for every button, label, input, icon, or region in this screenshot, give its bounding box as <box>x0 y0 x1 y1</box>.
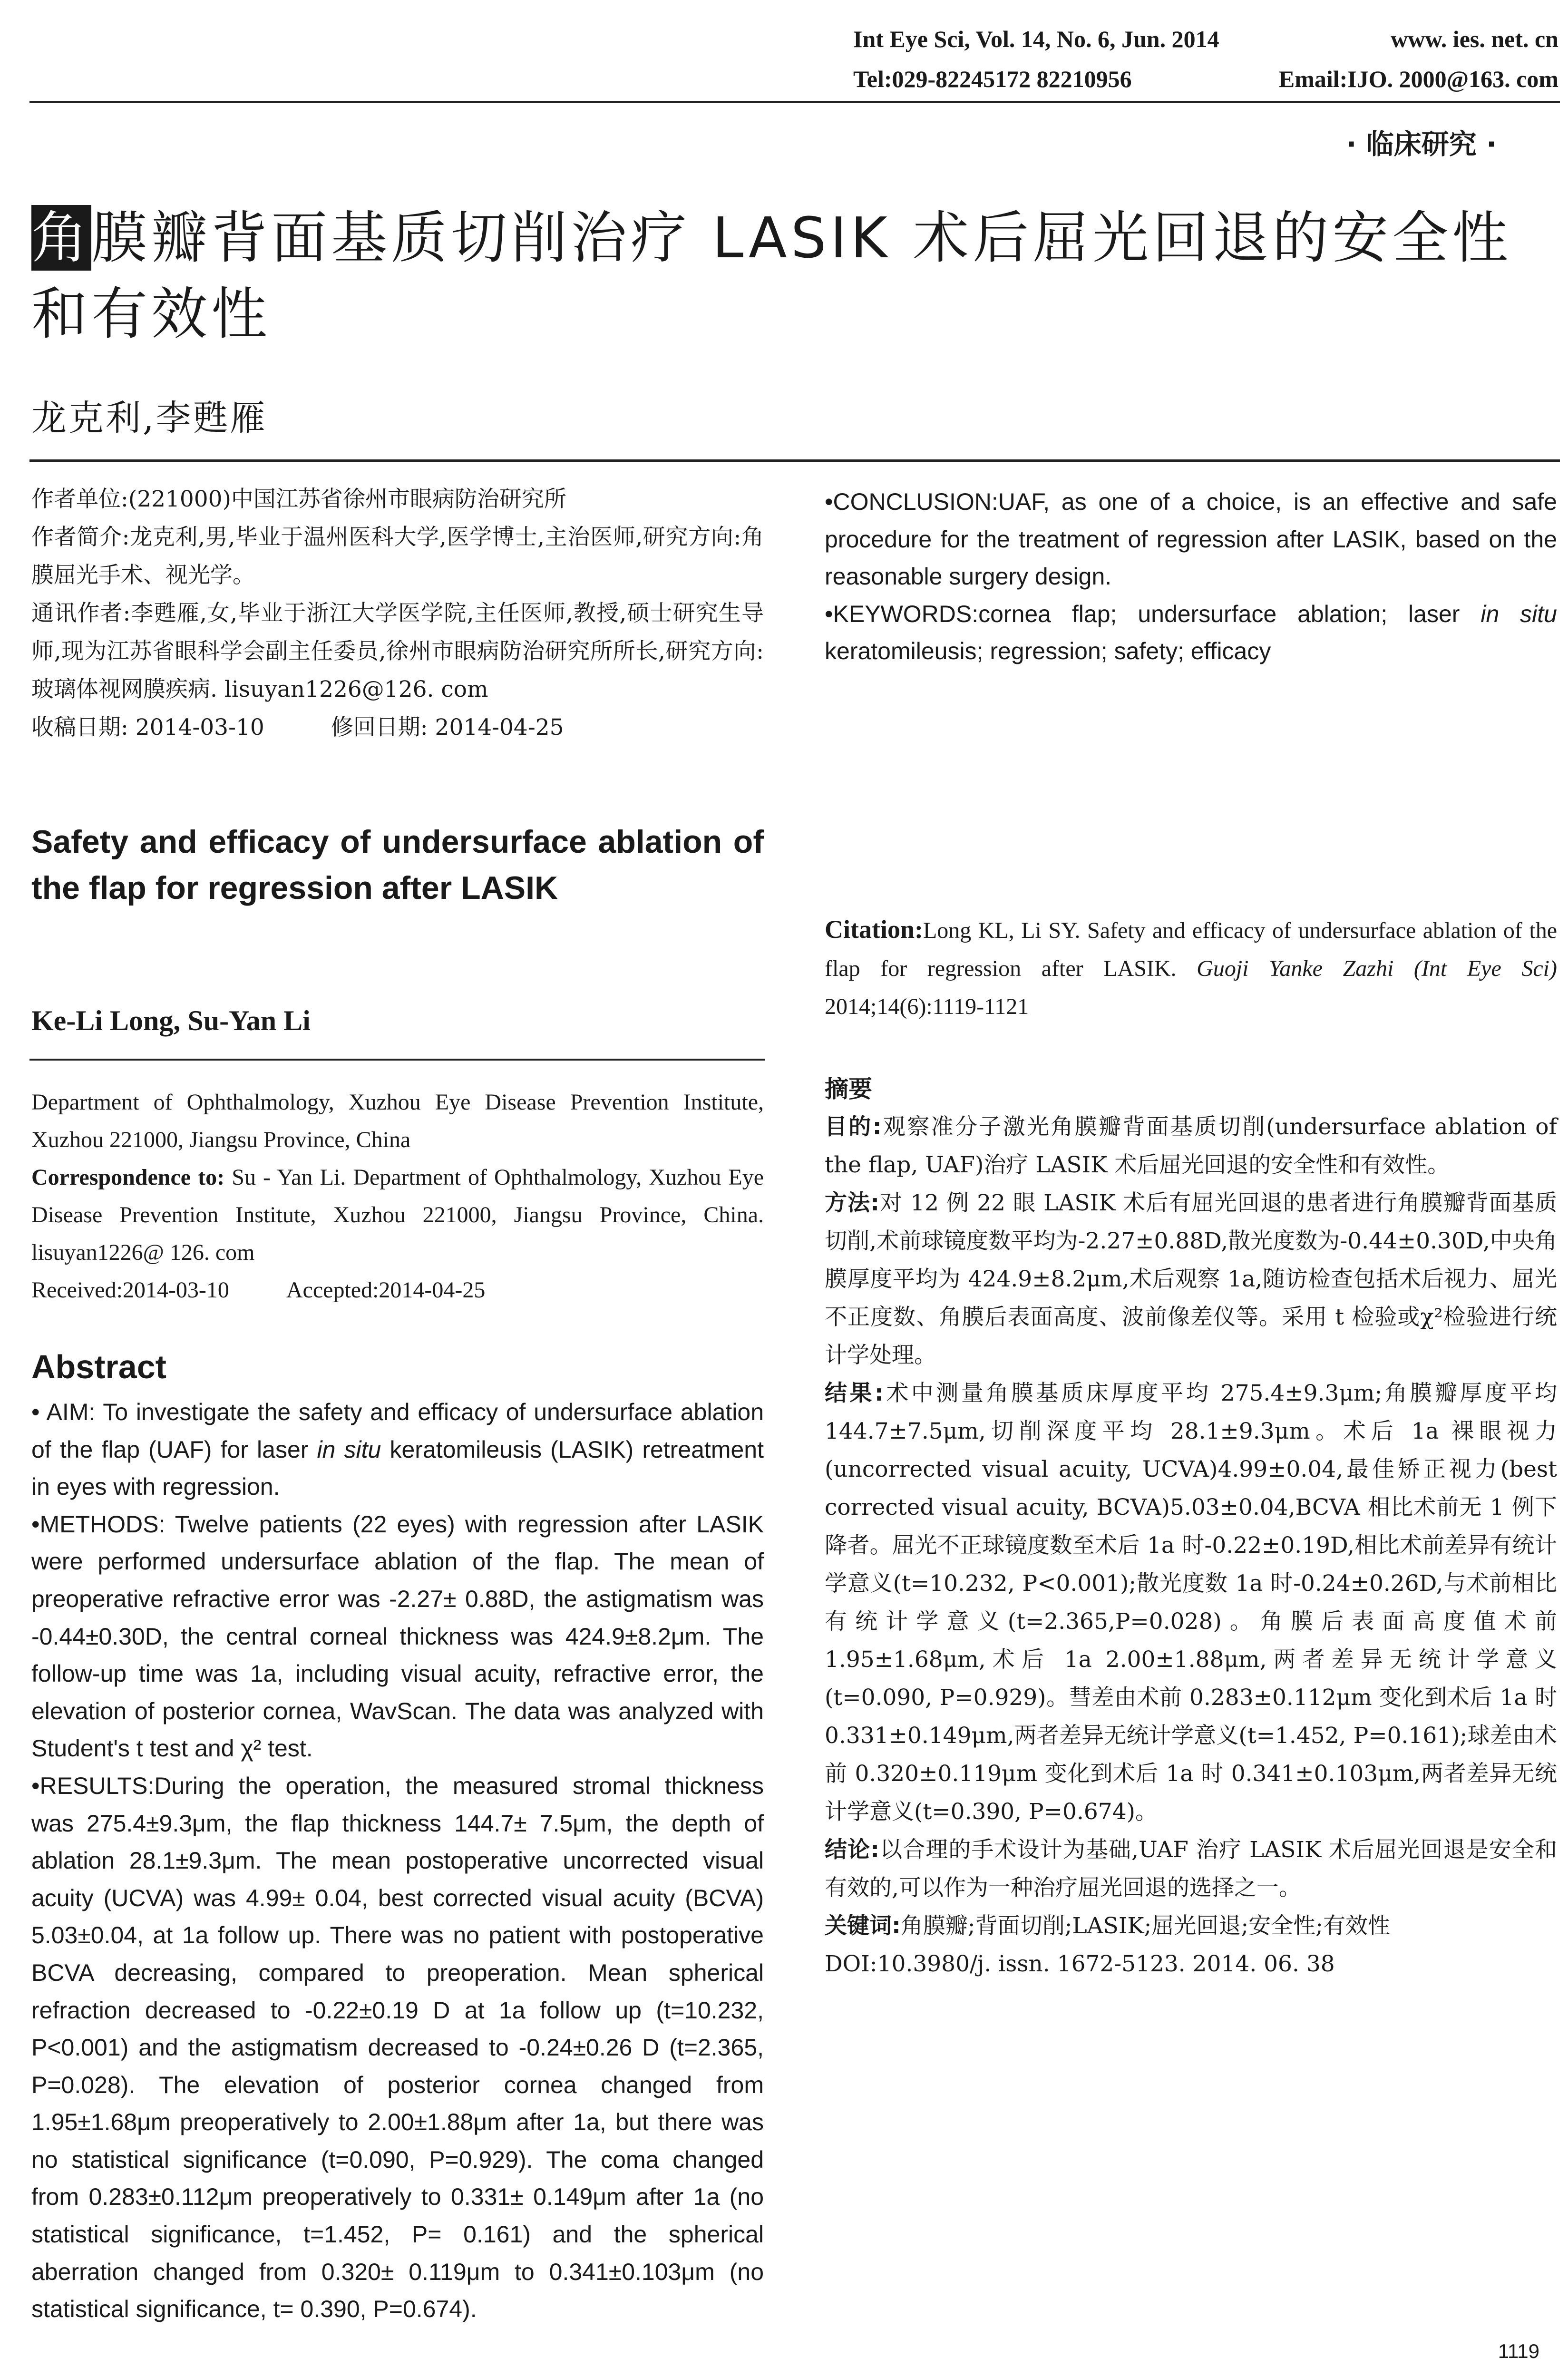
citation-journal: Guoji Yanke Zazhi (Int Eye Sci) <box>1197 956 1558 981</box>
correspondence-en: Correspondence to: Su - Yan Li. Department of Ophthalmology, Xuzhou Eye Disease Prevention Institute, Xuzhou 221000, Jiangsu Province, China. lisuyan1226@ 126. com <box>31 1165 764 1265</box>
received-date-en: Received:2014-03-10 <box>31 1277 229 1303</box>
author-profile: 作者简介:龙克利,男,毕业于温州医科大学,医学博士,主治医师,研究方向:角膜屈光手术、视光学。 <box>31 524 764 588</box>
abstract-en-right <box>825 483 1557 670</box>
revised-date-cn: 修回日期: 2014-04-25 <box>331 714 564 740</box>
journal-email[interactable]: Email:IJO. 2000@163. com <box>1278 66 1558 92</box>
abstract-en-left <box>31 1393 764 2340</box>
abstract-cn-results: 结果:术中测量角膜基质床厚度平均 275.4±9.3μm;角膜瓣厚度平均 144.7±7.5μm,切削深度平均 28.1±9.3μm。术后 1a 裸眼视力(uncorrected visual acuity, UCVA)4.99±0.04,最佳矫正视力(best corrected visual acuity, BCVA)5.03±0.04,BCVA 相比术前无 1 例下降者。屈光不正球镜度数至术后 1a 时-0.22±0.19D,相比术前差异有统计学意义(t=10.232, P<0.001);散光度数 1a 时-0.24±0.26D,与术前相比有统计学意义(t=2.365,P=0.028)。角膜后表面高度值术前 1.95±1.68μm,术后 1a 2.00±1.88μm,两者差异无统计学意义(t=0.090, P=0.929)。彗差由术前 0.283±0.112μm 变化到术后 1a 时 0.331±0.149μm,两者差异无统计学意义(t=1.452, P=0.161);球差由术前 0.320±0.119μm 变化到术后 1a 时 0.341±0.103μm,两者差异无统计学意义(t=0.390, P=0.674)。 <box>825 1380 1557 1825</box>
abstract-cn <box>825 1108 1557 1983</box>
abstract-cn-purpose: 目的:观察准分子激光角膜瓣背面基质切削(undersurface ablation of the flap, UAF)治疗 LASIK 术后屈光回退的安全性和有效性。 <box>825 1114 1558 1178</box>
accepted-date-en: Accepted:2014-04-25 <box>286 1277 486 1303</box>
dates-en <box>31 1271 764 1309</box>
page-number: 1119 <box>1498 2340 1539 2362</box>
abstract-heading-cn: 摘要 <box>825 1075 872 1103</box>
journal-info: Int Eye Sci, Vol. 14, No. 6, Jun. 2014 <box>853 26 1219 52</box>
header-rule <box>29 101 1560 103</box>
citation: Citation:Long KL, Li SY. Safety and efficacy of undersurface ablation of the flap for regression after LASIK. Guoji Yanke Zazhi (Int Eye Sci) 2014;14(6):1119-1121 <box>825 915 1558 1019</box>
author-unit: 作者单位:(221000)中国江苏省徐州市眼病防治研究所 <box>31 486 566 512</box>
correspondence-label: Correspondence to: <box>31 1165 225 1190</box>
abstract-keywords: •KEYWORDS:cornea flap; undersurface ablation; laser in situ keratomileusis; regression; safety; efficacy <box>825 600 1557 665</box>
abstract-results: •RESULTS:During the operation, the measured stromal thickness was 275.4±9.3μm, the flap thickness 144.7± 7.5μm, the depth of ablation 28.1±9.3μm. The mean postoperative uncorrected visual acuity (UCVA) was 4.99± 0.04, best corrected visual acuity (BCVA) 5.03±0.04, at 1a follow up. There was no patient with postoperative BCVA decreasing, compared to preoperation. Mean spherical refraction decreased to -0.22±0.19 D at 1a follow up (t=10.232, P<0.001) and the astigmatism decreased to -0.24±0.26 D (t=2.365, P=0.028). The elevation of posterior cornea changed from 1.95±1.68μm preoperatively to 2.00±1.88μm after 1a, but there was no statistical significance (t=0.090, P=0.929). The coma changed from 0.283±0.112μm preoperatively to 0.331± 0.149μm after 1a (no statistical significance, t=1.452, P= 0.161) and the spherical aberration changed from 0.320± 0.119μm to 0.341±0.103μm (no statistical significance, t= 0.390, P=0.674). <box>31 1772 764 2323</box>
abstract-methods: •METHODS: Twelve patients (22 eyes) with regression after LASIK were performed undersurface ablation of the flap. The mean of preoperative refractive error was -2.27± 0.88D, the astigmatism was -0.44±0.30D, the central corneal thickness was 424.9±8.2μm. The follow-up time was 1a, including visual acuity, refractive error, the elevation of posterior cornea, WavScan. The data was analyzed with Student's t test and χ² test. <box>31 1510 764 1762</box>
title-line2: 和有效性 <box>31 281 272 347</box>
authors-cn: 龙克利,李甦雁 <box>31 398 267 438</box>
citation-label: Citation: <box>825 915 923 944</box>
abstract-cn-keywords: 关键词:角膜瓣;背面切削;LASIK;屈光回退;安全性;有效性 <box>825 1913 1390 1939</box>
abstract-cn-methods: 方法:对 12 例 22 眼 LASIK 术后有屈光回退的患者进行角膜瓣背面基质切削,术前球镜度数平均为-2.27±0.88D,散光度数为-0.44±0.30D,中央角膜厚度平均为 424.9±8.2μm,术后观察 1a,随访检查包括术后视力、屈光不正度数、角膜后表面高度、波前像差仪等。采用 t 检验或χ²检验进行统计学处理。 <box>825 1190 1558 1368</box>
abstract-aim: • AIM: To investigate the safety and efficacy of undersurface ablation of the flap (UAF) for laser in situ keratomileusis (LASIK) retreatment in eyes with regression. <box>31 1399 764 1500</box>
doi[interactable]: DOI:10.3980/j. issn. 1672-5123. 2014. 06. 38 <box>825 1951 1335 1977</box>
abstract-heading-en: Abstract <box>31 1348 166 1385</box>
article-title-cn <box>31 200 1553 352</box>
title-rule <box>29 459 1560 462</box>
author-info-cn <box>31 480 764 747</box>
authors-en: Ke-Li Long, Su-Yan Li <box>31 1005 311 1036</box>
authors-rule <box>29 1059 765 1061</box>
dates-cn <box>31 709 764 747</box>
section-label: · 临床研究 · <box>1346 128 1497 160</box>
corresponding-author: 通讯作者:李甦雁,女,毕业于浙江大学医学院,主任医师,教授,硕士研究生导师,现为江苏省眼科学会副主任委员,徐州市眼病防治研究所所长,研究方向:玻璃体视网膜疾病. lisuyan1226@126. com <box>31 600 764 702</box>
received-date-cn: 收稿日期: 2014-03-10 <box>31 714 264 740</box>
department-en: Department of Ophthalmology, Xuzhou Eye Disease Prevention Institute, Xuzhou 221000, Jiangsu Province, China <box>31 1090 764 1152</box>
abstract-conclusion: •CONCLUSION:UAF, as one of a choice, is an effective and safe procedure for the treatment of regression after LASIK, based on the reasonable surgery design. <box>825 488 1557 590</box>
abstract-cn-conclusion: 结论:以合理的手术设计为基础,UAF 治疗 LASIK 术后屈光回退是安全和有效的,可以作为一种治疗屈光回退的选择之一。 <box>825 1837 1557 1901</box>
journal-tel: Tel:029-82245172 82210956 <box>853 66 1132 92</box>
article-title-en: Safety and efficacy of undersurface ablation of the flap for regression after LASIK <box>31 824 764 906</box>
title-line1: 膜瓣背面基质切削治疗 LASIK 术后屈光回退的安全性 <box>91 205 1512 271</box>
journal-website[interactable]: www. ies. net. cn <box>1391 26 1558 52</box>
affiliation-en <box>31 1083 764 1309</box>
title-first-char: 角 <box>31 205 92 271</box>
